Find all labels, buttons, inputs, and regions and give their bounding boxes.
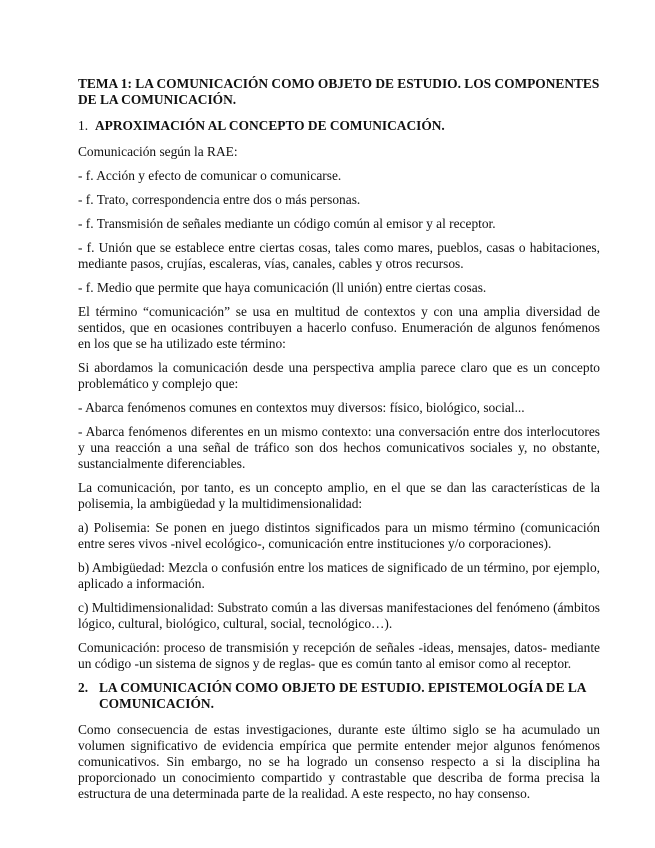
paragraph: a) Polisemia: Se ponen en juego distintos significados para un mismo término (comunicación entre seres vivos -nivel ecológico-, comunicación entre instituciones y/o corporaciones). [78, 520, 600, 551]
paragraph: - f. Transmisión de señales mediante un código común al emisor y al receptor. [78, 216, 496, 231]
paragraph: b) Ambigüedad: Mezcla o confusión entre los matices de significado de un término, por ejemplo, aplicado a información. [78, 560, 600, 591]
paragraph: Si abordamos la comunicación desde una perspectiva amplia parece claro que es un concepto problemático y complejo que: [78, 360, 600, 391]
paragraph: Como consecuencia de estas investigaciones, durante este último siglo se ha acumulado un volumen significativo de evidencia empírica que permite entender mejor algunos fenómenos comunicativos. Sin embargo, no se ha logrado un consenso respecto a si la disciplina ha proporcionado un conocimiento compartido y contrastable que describa de forma precisa la estructura de una determinada parte de la realidad. A este respecto, no hay consenso. [78, 722, 600, 801]
document-title: TEMA 1: LA COMUNICACIÓN COMO OBJETO DE ESTUDIO. LOS COMPONENTES DE LA COMUNICACIÓN. [78, 76, 600, 107]
section-2-heading [78, 680, 600, 712]
paragraph: - f. Trato, correspondencia entre dos o más personas. [78, 192, 361, 207]
section-2-title: LA COMUNICACIÓN COMO OBJETO DE ESTUDIO. EPISTEMOLOGÍA DE LA COMUNICACIÓN. [99, 680, 586, 711]
section-1-number: 1. [78, 118, 89, 133]
paragraph: - Abarca fenómenos comunes en contextos muy diversos: físico, biológico, social... [78, 400, 525, 415]
paragraph: - f. Unión que se establece entre ciertas cosas, tales como mares, pueblos, casas o habitaciones, mediante pasos, crujías, escaleras, vías, canales, cables y otros recursos. [78, 240, 600, 271]
paragraph: Comunicación según la RAE: [78, 144, 238, 159]
paragraph: El término “comunicación” se usa en multitud de contextos y con una amplia diversidad de sentidos, que en ocasiones contribuyen a hacerlo confuso. Enumeración de algunos fenómenos en los que se ha utilizado este término: [78, 304, 600, 351]
paragraph: - Abarca fenómenos diferentes en un mismo contexto: una conversación entre dos interlocutores y una reacción a una señal de tráfico son dos hechos comunicativos sociales y, no obstante, sustancialmente diferenciables. [78, 424, 600, 471]
section-2-number: 2. [78, 680, 89, 695]
paragraph: c) Multidimensionalidad: Substrato común a las diversas manifestaciones del fenómeno (ámbitos lógico, cultural, biológico, cultural, social, tecnológico…). [78, 600, 600, 631]
section-1-title: APROXIMACIÓN AL CONCEPTO DE COMUNICACIÓN. [95, 118, 445, 133]
paragraph: - f. Acción y efecto de comunicar o comunicarse. [78, 168, 342, 183]
paragraph: La comunicación, por tanto, es un concepto amplio, en el que se dan las características de la polisemia, la ambigüedad y la multidimensionalidad: [78, 480, 600, 511]
paragraph: Comunicación: proceso de transmisión y recepción de señales -ideas, mensajes, datos- mediante un código -un sistema de signos y de reglas- que es común tanto al emisor como al receptor. [78, 640, 600, 671]
section-1-heading [78, 118, 600, 134]
paragraph: - f. Medio que permite que haya comunicación (ll unión) entre ciertas cosas. [78, 280, 487, 295]
